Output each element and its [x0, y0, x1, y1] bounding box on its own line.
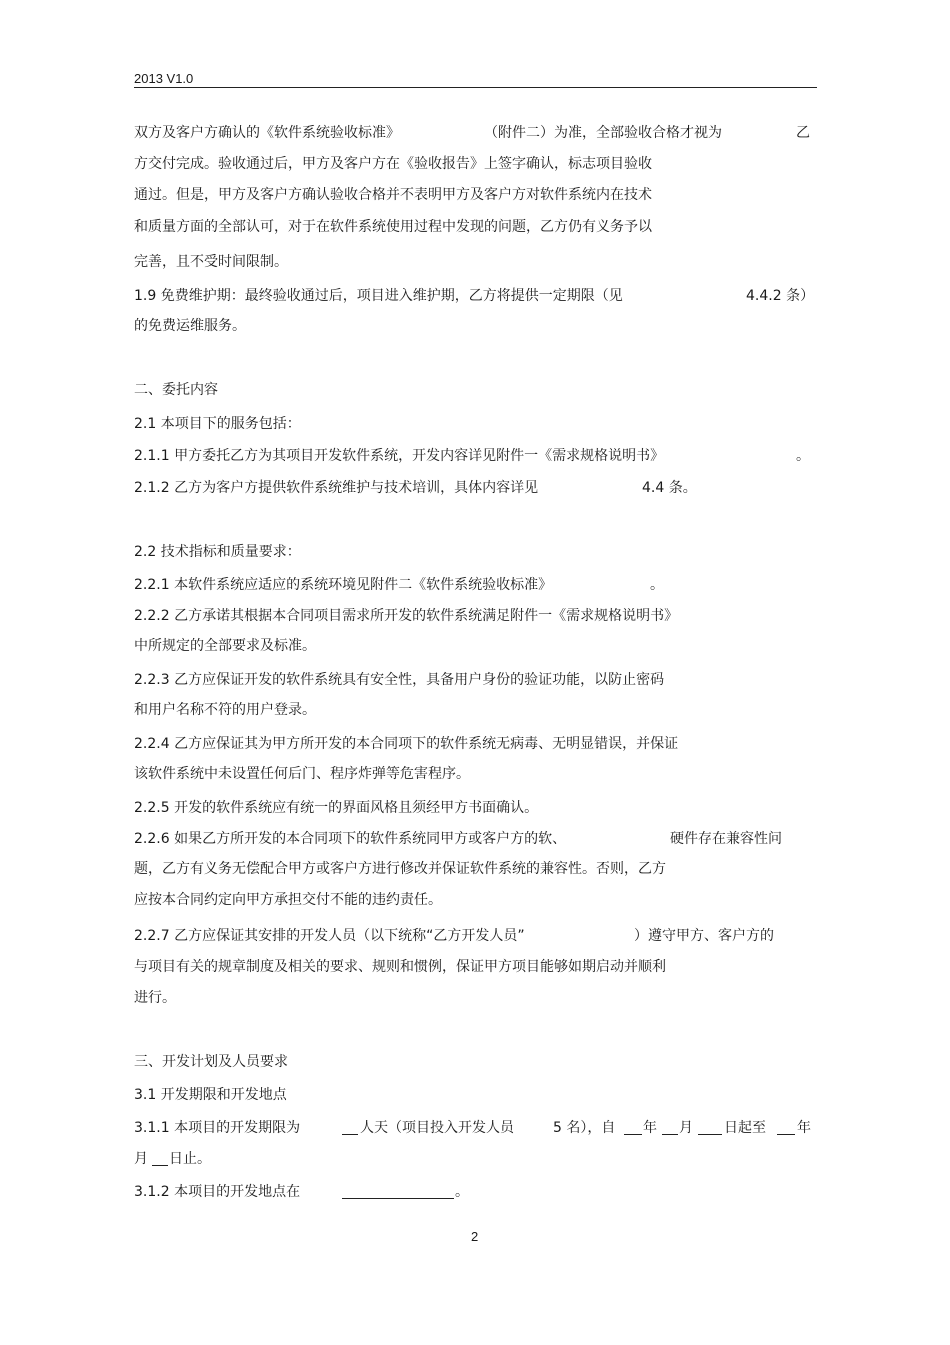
clause-2-2-7-line2: 与项目有关的规章制度及相关的要求、规则和惯例，保证甲方项目能够如期启动并顺利 [134, 959, 666, 975]
clause-2-2-2-line2: 中所规定的全部要求及标准。 [134, 638, 316, 654]
clause-2-2-7-line1a: 2.2.7 乙方应保证其安排的开发人员（以下统称“乙方开发人员” [134, 928, 525, 944]
para-acceptance-line1c: 乙 [796, 125, 810, 141]
para-acceptance-line1a: 双方及客户方确认的《软件系统验收标准》 [134, 125, 400, 141]
clause-3-1-1-end-day-label: 日止。 [169, 1151, 211, 1167]
clause-2-2-3-line2: 和用户名称不符的用户登录。 [134, 702, 316, 718]
clause-2-2-6-line1a: 2.2.6 如果乙方所开发的本合同项下的软件系统同甲方或客户方的软、 [134, 831, 567, 847]
para-acceptance-line5: 完善，且不受时间限制。 [134, 254, 288, 270]
clause-3-1-2-label: 3.1.2 本项目的开发地点在 [134, 1184, 301, 1200]
clause-2-2-5: 2.2.5 开发的软件系统应有统一的界面风格且须经甲方书面确认。 [134, 800, 539, 816]
clause-1-9-line2: 的免费运维服务。 [134, 318, 246, 334]
para-acceptance-line4: 和质量方面的全部认可，对于在软件系统使用过程中发现的问题，乙方仍有义务予以 [134, 219, 652, 235]
clause-3-1-1-developers: 5 名），自 [553, 1120, 616, 1136]
clause-3-1-1-month-label: 月 [679, 1120, 693, 1136]
clause-2-1: 2.1 本项目下的服务包括： [134, 416, 301, 432]
blank-end-day [152, 1151, 168, 1166]
clause-2-2-1b: 。 [650, 577, 664, 593]
clause-3-1-1-year-label: 年 [643, 1120, 657, 1136]
clause-2-1-2b: 4.4 条。 [642, 480, 697, 496]
clause-2-2-4-line1: 2.2.4 乙方应保证其为甲方所开发的本合同项下的软件系统无病毒、无明显错误，并保证 [134, 736, 679, 752]
clause-2-2: 2.2 技术指标和质量要求： [134, 544, 301, 560]
clause-3-1: 3.1 开发期限和开发地点 [134, 1087, 287, 1103]
clause-3-1-1-from-label: 日起至 [724, 1120, 766, 1136]
clause-2-2-6-line2: 题，乙方有义务无偿配合甲方或客户方进行修改并保证软件系统的兼容性。否则，乙方 [134, 861, 666, 877]
blank-start-year [624, 1120, 642, 1135]
clause-2-2-2-line1: 2.2.2 乙方承诺其根据本合同项目需求所开发的软件系统满足附件一《需求规格说明书》 [134, 608, 679, 624]
clause-2-2-3-line1: 2.2.3 乙方应保证开发的软件系统具有安全性，具备用户身份的验证功能，以防止密码 [134, 672, 665, 688]
clause-3-1-2-end: 。 [455, 1184, 469, 1200]
clause-3-1-1-end-year-label: 年 [797, 1120, 811, 1136]
clause-2-2-7-line1b: ）遵守甲方、客户方的 [634, 928, 774, 944]
blank-start-month [662, 1120, 678, 1135]
para-acceptance-line2: 方交付完成。验收通过后，甲方及客户方在《验收报告》上签字确认，标志项目验收 [134, 156, 652, 172]
clause-2-2-6-line1b: 硬件存在兼容性问 [670, 831, 782, 847]
header-version: 2013 V1.0 [134, 71, 194, 86]
section-2-title: 二、委托内容 [134, 382, 218, 398]
para-acceptance-line3: 通过。但是，甲方及客户方确认验收合格并不表明甲方及客户方对软件系统内在技术 [134, 187, 652, 203]
blank-start-day [698, 1120, 722, 1135]
clause-2-2-7-line3: 进行。 [134, 990, 176, 1006]
clause-1-9-line1b: 4.4.2 条） [746, 288, 815, 304]
clause-2-1-2a: 2.1.2 乙方为客户方提供软件系统维护与技术培训，具体内容详见 [134, 480, 539, 496]
clause-3-1-1-end-month-label: 月 [134, 1151, 148, 1167]
clause-2-1-1a: 2.1.1 甲方委托乙方为其项目开发软件系统，开发内容详见附件一《需求规格说明书》 [134, 448, 665, 464]
clause-2-2-4-line2: 该软件系统中未设置任何后门、程序炸弹等危害程序。 [134, 766, 470, 782]
clause-3-1-1-person-days: 人天（项目投入开发人员 [360, 1120, 514, 1136]
page-number: 2 [471, 1229, 479, 1244]
section-3-title: 三、开发计划及人员要求 [134, 1054, 288, 1070]
clause-3-1-1-label: 3.1.1 本项目的开发期限为 [134, 1120, 301, 1136]
header-rule [134, 87, 817, 88]
clause-2-2-6-line3: 应按本合同约定向甲方承担交付不能的违约责任。 [134, 892, 442, 908]
clause-1-9-line1a: 1.9 免费维护期：最终验收通过后，项目进入维护期，乙方将提供一定期限（见 [134, 288, 623, 304]
blank-dev-location [342, 1184, 454, 1199]
para-acceptance-line1b: （附件二）为准，全部验收合格才视为 [484, 125, 722, 141]
clause-2-1-1b: 。 [796, 448, 810, 464]
blank-end-year [777, 1120, 795, 1135]
blank-person-days [342, 1120, 358, 1135]
clause-2-2-1a: 2.2.1 本软件系统应适应的系统环境见附件二《软件系统验收标准》 [134, 577, 553, 593]
